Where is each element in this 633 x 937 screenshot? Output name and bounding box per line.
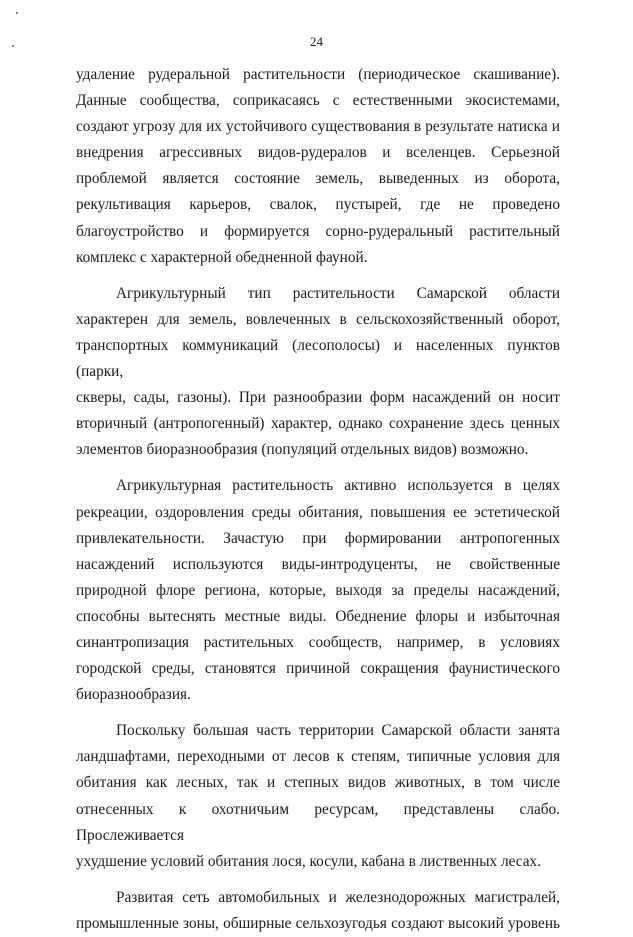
paragraph-1 xyxy=(76,62,560,271)
text-line: Данные сообщества, соприкасаясь с естественными экосистемами, xyxy=(76,92,560,110)
text-line: удаление рудеральной растительности (периодическое скашивание). xyxy=(76,66,560,83)
paragraph-5 xyxy=(76,885,560,937)
text-line: элементов биоразнообразия (популяций отдельных видов) возможно. xyxy=(76,441,529,459)
text-line: привлекательности. Зачастую при формировании антропогенных xyxy=(76,529,560,547)
text-line: Агрикультурный тип растительности Самарской области xyxy=(116,284,560,302)
text-line: благоустройство и формируется сорно-рудеральный растительный xyxy=(76,222,560,240)
text-line: рекреации, оздоровления среды обитания, повышения ее эстетической xyxy=(76,503,560,521)
text-line: транспортных коммуникаций (лесополосы) и населенных пунктов (парки, xyxy=(76,336,560,381)
text-line: промышленные зоны, обширные сельхозугодья создают высокий уровень xyxy=(76,914,560,932)
text-line: ухудшение условий обитания лося, косули, кабана в лиственных лесах. xyxy=(76,852,542,870)
paragraph-4 xyxy=(76,718,560,875)
text-line: синантропизация растительных сообществ, например, в условиях xyxy=(76,633,560,651)
scan-speck xyxy=(16,12,18,14)
paragraph-3 xyxy=(76,473,560,708)
paragraph-2 xyxy=(76,281,560,464)
text-line: городской среды, становятся причиной сокращения фаунистического xyxy=(76,660,560,678)
text-line: Развитая сеть автомобильных и железнодорожных магистралей, xyxy=(116,888,560,906)
text-line: внедрения агрессивных видов-рудералов и вселенцев. Серьезной xyxy=(76,144,560,162)
text-line: природной флоре региона, которые, выходя за пределы насаждений, xyxy=(76,581,560,599)
text-line: отнесенных к охотничьим ресурсам, представлены слабо. Прослеживается xyxy=(76,800,560,844)
text-line: характерен для земель, вовлеченных в сельскохозяйственный оборот, xyxy=(76,310,560,328)
text-line: создают угрозу для их устойчивого существования в результате натиска и xyxy=(76,118,560,136)
text-line: ландшафтами, переходными от лесов к степям, типичные условия для xyxy=(76,748,560,766)
text-line: Агрикультурная растительность активно используется в целях xyxy=(116,477,560,495)
text-line: насаждений используются виды-интродуценты, не свойственные xyxy=(76,555,560,573)
body-text xyxy=(76,62,560,937)
text-line: вторичный (антропогенный) характер, однако сохранение здесь ценных xyxy=(76,415,560,433)
text-line: комплекс с характерной обедненной фауной. xyxy=(76,248,368,266)
page-number: 24 xyxy=(310,34,323,49)
text-line: способны вытеснять местные виды. Обеднение флоры и избыточная xyxy=(76,607,560,625)
text-line: проблемой является состояние земель, выведенных из оборота, xyxy=(76,170,560,188)
text-line: скверы, сады, газоны). При разнообразии форм насаждений он носит xyxy=(76,389,560,407)
text-line: Поскольку большая часть территории Самарской области занята xyxy=(116,722,560,740)
text-line: биоразнообразия. xyxy=(76,686,191,704)
text-line: рекультивация карьеров, свалок, пустырей, где не проведено xyxy=(76,196,560,214)
text-line: обитания как лесных, так и степных видов животных, в том числе xyxy=(76,774,560,792)
